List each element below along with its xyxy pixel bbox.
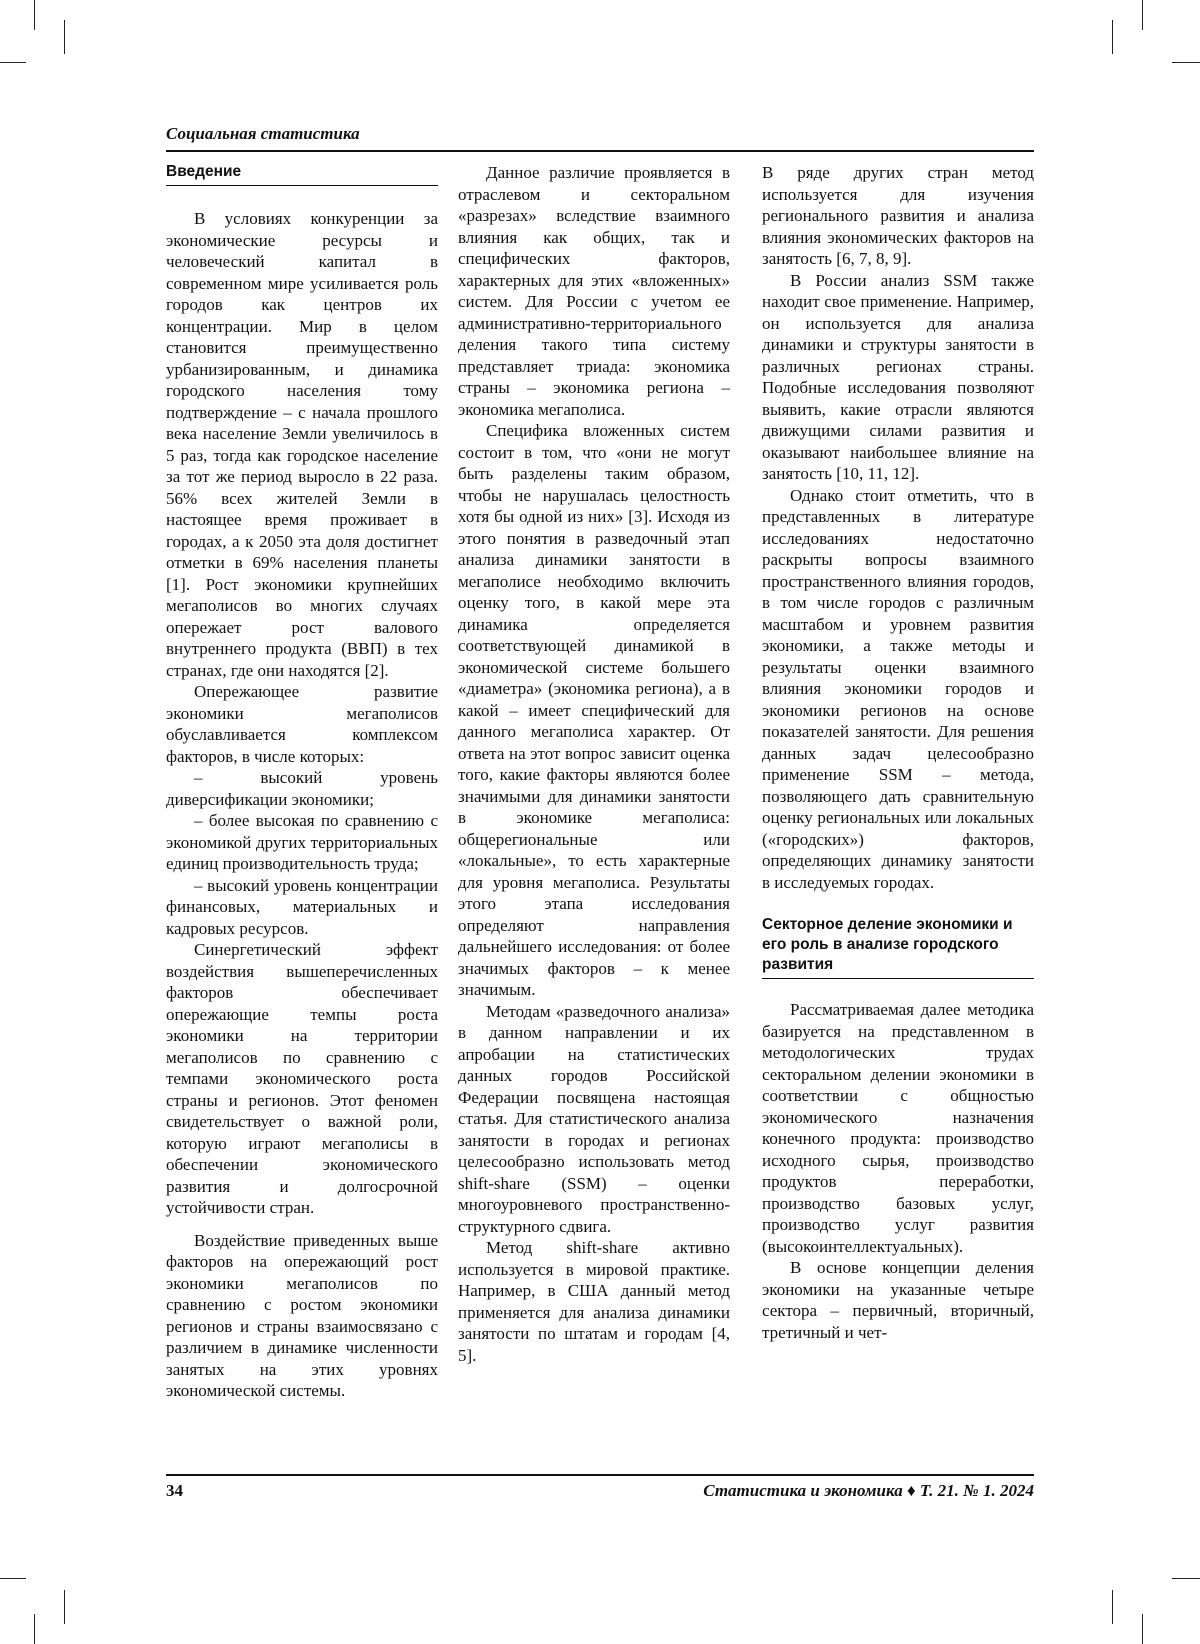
section-heading-sector-division: Секторное деление экономики и его роль в анализе городского развития [762,915,1034,979]
crop-mark [64,20,65,54]
paragraph: Воздействие приведенных выше факторов на опережающий рост экономики мегаполисов по сравнению с ростом экономики регионов и страны взаимосвязано с различием в динамике численности занятых на этих уровнях экономической системы. [166,1230,438,1400]
paragraph: В России анализ SSM также находит свое применение. Например, он используется для анализа динамики и структуры занятости в различных регионах страны. Подобные исследования позволяют выявить, какие отрасли являются движущими силами развития и оказывают наибольшее влияние на занятость [10, 11, 12]. [762,270,1034,483]
page-number: 34 [166,1481,183,1500]
section-heading-introduction: Введение [166,162,438,186]
crop-mark [34,1614,35,1644]
column-3 [762,162,1034,1343]
crop-mark [0,1578,26,1579]
crop-mark [64,1590,65,1624]
running-header: Социальная статистика [166,124,360,143]
list-item: – высокий уровень диверсификации экономики; [166,768,438,809]
crop-mark [34,0,35,30]
journal-citation: Статистика и экономика ♦ Т. 21. № 1. 2024 [703,1481,1034,1500]
paragraph: Методам «разведочного анализа» в данном направлении и их апробации на статистических данных городов Российской Федерации посвящена настоящая статья. Для статистического анализа занятости в городах и регионах целесообразно использовать метод shift-share (SSM) – оценки многоуровневого пространственно-структурного сдвига. [458,1001,730,1236]
paragraph: Опережающее развитие экономики мегаполисов обуславливается комплексом факторов, в числе которых: [166,682,438,766]
header-divider [166,150,1034,152]
paragraph: Синергетический эффект воздействия вышеперечисленных факторов обеспечивает опережающие темпы роста экономики на территории мегаполисов по сравнению с темпами экономического роста страны и регионов. Этот феномен свидетельствует о важной роли, которую играют мегаполисы в обеспечении экономического развития и долгосрочной устойчивости стран. [166,940,438,1217]
paragraph: Данное различие проявляется в отраслевом и секторальном «разрезах» вследствие взаимного влияния как общих, так и специфических факторов, характерных для этих «вложенных» систем. Для России с учетом ее административно-территориального деления такого типа систему представляет триада: экономика страны – экономика региона – экономика мегаполиса. [458,163,730,419]
paragraph: Рассматриваемая далее методика базируется на представленном в методологических трудах секторальном делении экономики в соответствии с общностью экономического назначения конечного продукта: производство исходного сырья, производство продуктов переработки, производство базовых услуг, производство услуг развития (высокоинтеллектуальных). [762,1000,1034,1256]
paragraph: В ряде других стран метод используется для изучения регионального развития и анализа влияния экономических факторов на занятость [6, 7, 8, 9]. [762,163,1034,268]
paragraph: Метод shift-share активно используется в мировой практике. Например, в США данный метод применяется для анализа динамики занятости по штатам и городам [4, 5]. [458,1238,730,1365]
crop-mark [1112,20,1113,54]
crop-mark [1142,1614,1143,1644]
list-item: – высокий уровень концентрации финансовых, материальных и кадровых ресурсов. [166,875,438,938]
list-item: – более высокая по сравнению с экономикой других территориальных единиц производительность труда; [166,811,438,873]
crop-mark [1172,1578,1200,1579]
crop-mark [0,62,26,63]
paragraph: Однако стоит отметить, что в представленных в литературе исследованиях недостаточно раскрыты вопросы взаимного пространственного влияния городов, в том числе городов с различным масштабом и уровнем развития экономики, а также методы и результаты оценки взаимного влияния экономики городов и экономики регионов на основе показателей занятости. Для решения данных задач целесообразно применение SSM – метода, позволяющего дать сравнительную оценку региональных или локальных («городских») факторов, определяющих динамику занятости в исследуемых городах. [762,485,1034,892]
footer-divider [166,1474,1034,1476]
paragraph: Специфика вложенных систем состоит в том, что «они не могут быть разделены таким образом, чтобы не нарушалась целостность хотя бы одной из них» [3]. Исходя из этого понятия в разведочный этап анализа динамики занятости в мегаполисе необходимо включить оценку того, в какой мере эта динамика определяется соответствующей динамикой в экономической системе большего «диаметра» (экономика региона), а в какой – имеет специфический для данного мегаполиса характер. От ответа на этот вопрос зависит оценка того, какие факторы являются более значимыми для динамики занятости в экономике мегаполиса: общерегиональные или «локальные», то есть характерные для уровня мегаполиса. Результаты этого этапа исследования определяют направления дальнейшего исследования: от более значимых факторов – к менее значимым. [458,421,730,999]
column-2 [458,162,730,1366]
paragraph: В основе концепции деления экономики на указанные четыре сектора – первичный, вторичный, третичный и чет- [762,1258,1034,1342]
column-1 [166,162,438,1402]
crop-mark [1112,1590,1113,1624]
paragraph: В условиях конкуренции за экономические ресурсы и человеческий капитал в современном мире усиливается роль городов как центров их концентрации. Мир в целом становится преимущественно урбанизированным, и динамика городского населения тому подтверждение – с начала прошлого века население Земли увеличилось в 5 раз, тогда как городское население за тот же период выросло в 22 раза. 56% всех жителей Земли в настоящее время проживает в городах, а к 2050 эта доля достигнет отметки в 69% населения планеты [1]. Рост экономики крупнейших мегаполисов во многих случаях опережает рост валового внутреннего продукта (ВВП) в тех странах, где они находятся [2]. [166,209,438,680]
crop-mark [1172,62,1200,63]
crop-mark [1142,0,1143,30]
